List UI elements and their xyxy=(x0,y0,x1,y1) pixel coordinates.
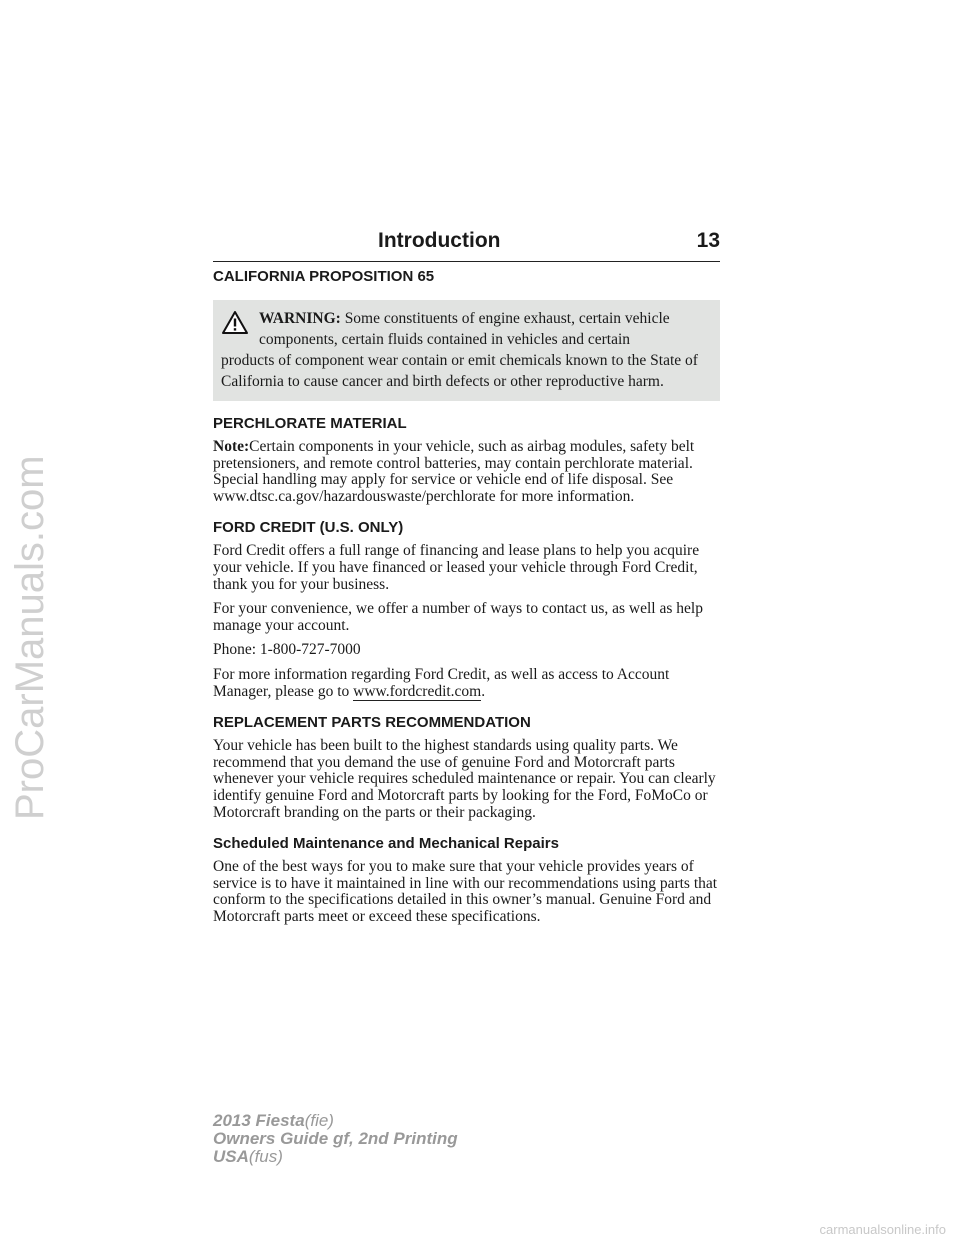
ford-credit-p1: Ford Credit offers a full range of financing and lease plans to help you acquire your vehicle. If you have financed or leased your vehicle through Ford Credit, thank you for your business. xyxy=(213,542,700,593)
replacement-p1: Your vehicle has been built to the highest standards using quality parts. We recommend that you demand the use of genuine Ford and Motorcraft parts whenever your vehicle requires scheduled maintenance or repair. You can clearly identify genuine Ford and Motorcraft parts by looking for the Ford, FoMoCo or Motorcraft branding on the parts or their packaging. xyxy=(213,737,716,821)
scheduled-p1: One of the best ways for you to make sure that your vehicle provides years of service is to have it maintained in line with our recommendations using parts that conform to the specifications detailed in this owner’s manual. Genuine Ford and Motorcraft parts meet or exceed these specifications. xyxy=(213,858,718,925)
section-replacement-parts xyxy=(213,714,720,821)
footer-line3 xyxy=(213,1148,458,1166)
section-perchlorate xyxy=(213,415,720,505)
warning-triangle-icon xyxy=(221,308,259,350)
page-content xyxy=(213,268,720,933)
ford-credit-phone: Phone: 1-800-727-7000 xyxy=(213,641,361,659)
footer-market: USA xyxy=(213,1147,249,1166)
note-text: Certain components in your vehicle, such as airbag modules, safety belt pretensioners, and remote control batteries, may contain perchlorate material. Special handling may apply for service or vehicle end of life disposal. See www.dtsc.ca.gov/hazardouswaste/perchlorate for more information. xyxy=(213,438,695,505)
warning-first-lines xyxy=(259,308,670,350)
section-heading-ford-credit: FORD CREDIT (U.S. ONLY) xyxy=(213,519,404,537)
warning-line1: Some constituents of engine exhaust, certain vehicle xyxy=(344,310,670,327)
footer-model-code: (fie) xyxy=(304,1111,334,1130)
perchlorate-note xyxy=(213,439,720,505)
side-watermark-text: ProCarManuals.com xyxy=(8,455,52,820)
section-ford-credit xyxy=(213,519,720,700)
fordcredit-link[interactable]: www.fordcredit.com xyxy=(353,682,482,700)
footer-model: 2013 Fiesta xyxy=(213,1111,305,1130)
ford-credit-p4-end: . xyxy=(481,682,486,700)
bottom-watermark: carmanualsonline.info xyxy=(819,1222,946,1237)
side-watermark xyxy=(8,0,58,1242)
ford-credit-p4 xyxy=(213,667,720,700)
page-footer xyxy=(213,1112,458,1166)
warning-line2: components, certain fluids contained in vehicles and certain xyxy=(259,331,631,348)
footer-line2: Owners Guide gf, 2nd Printing xyxy=(213,1129,458,1148)
warning-label: WARNING: xyxy=(259,310,341,327)
note-label: Note: xyxy=(213,438,250,455)
footer-market-code: (fus) xyxy=(248,1147,283,1166)
warning-rest: products of component wear contain or emit chemicals known to the State of California to cause cancer and birth defects or other reproductive harm. xyxy=(221,352,698,390)
ford-credit-p2: For your convenience, we offer a number of ways to contact us, as well as help manage your account. xyxy=(213,600,703,634)
footer-line1 xyxy=(213,1112,458,1130)
page-header xyxy=(213,229,720,262)
section-scheduled-maintenance xyxy=(213,835,720,925)
page-number: 13 xyxy=(696,229,720,252)
section-heading-perchlorate: PERCHLORATE MATERIAL xyxy=(213,415,407,432)
ford-credit-p4-text: For more information regarding Ford Credit, as well as access to Account Manager, please go to xyxy=(213,665,670,700)
page-title: Introduction xyxy=(378,229,501,252)
subsection-heading-scheduled: Scheduled Maintenance and Mechanical Repairs xyxy=(213,835,559,853)
section-heading-replacement: REPLACEMENT PARTS RECOMMENDATION xyxy=(213,714,531,732)
section-heading-prop65: CALIFORNIA PROPOSITION 65 xyxy=(213,268,435,285)
warning-box xyxy=(213,300,720,401)
